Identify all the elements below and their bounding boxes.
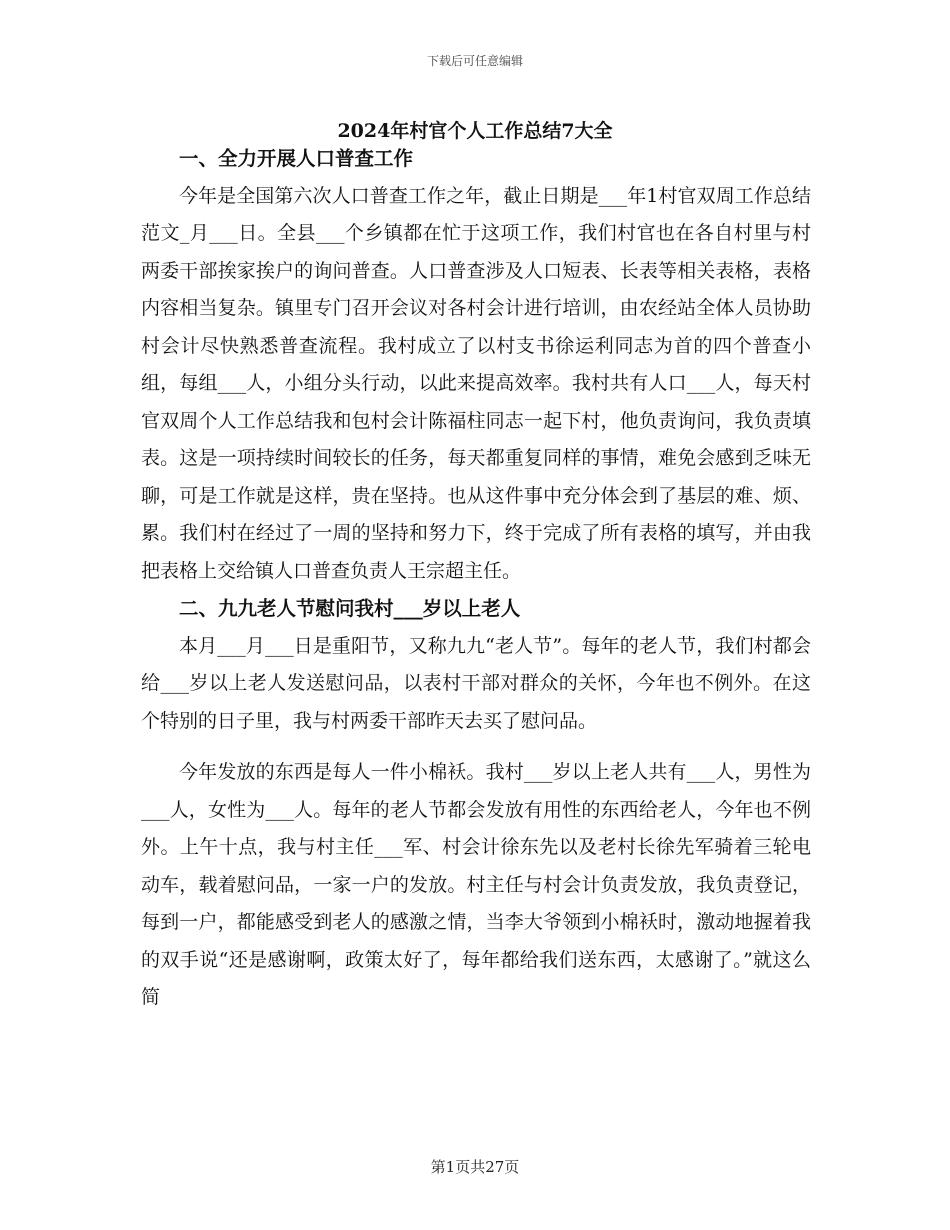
paragraph-spacer <box>141 740 811 754</box>
paragraph-census: 今年是全国第六次人口普查工作之年，截止日期是___年1村官双周工作总结范文_月___日。全县___个乡镇都在忙于这项工作，我们村官也在各自村里与村两委干部挨家挨户的询问普查。人口普查涉及人口短表、长表等相关表格，表格内容相当复杂。镇里专门召开会议对各村会计进行培训，由农经站全体人员协助村会计尽快熟悉普查流程。我村成立了以村支书徐运利同志为首的四个普查小组，每组___人，小组分头行动，以此来提高效率。我村共有人口___人，每天村官双周个人工作总结我和包村会计陈福柱同志一起下村，他负责询问，我负责填表。这是一项持续时间较长的任务，每天都重复同样的事情，难免会感到乏味无聊，可是工作就是这样，贵在坚持。也从这件事中充分体会到了基层的难、烦、累。我们村在经过了一周的坚持和努力下，终于完成了所有表格的填写，并由我把表格上交给镇人口普查负责人王宗超主任。 <box>141 184 811 582</box>
download-note: 下载后可任意编辑 <box>426 54 523 68</box>
paragraph-elderly-day-distribution: 今年发放的东西是每人一件小棉袄。我村___岁以上老人共有___人，男性为___人，女性为___人。每年的老人节都会发放有用性的东西给老人，今年也不例外。上午十点，我与村主任___军、村会计徐东先以及老村长徐先军骑着三轮电动车，载着慰问品，一家一户的发放。村主任与村会计负责发放，我负责登记，每到一户，都能感受到老人的感激之情，当李大爷领到小棉袄时，激动地握着我的双手说“还是感谢啊，政策太好了，每年都给我们送东西，太感谢了。”就这么简 <box>141 761 811 1008</box>
section-heading-census: 一、全力开展人口普查工作 <box>179 147 414 170</box>
page-indicator: 第1页共27页 <box>430 1158 520 1176</box>
document-title: 2024年村官个人工作总结7大全 <box>337 120 613 142</box>
document-body <box>141 140 811 1017</box>
section-heading-elderly-day: 二、九九老人节慰问我村___岁以上老人 <box>179 597 521 620</box>
paragraph-elderly-day-intro: 本月___月___日是重阳节，又称九九“老人节”。每年的老人节，我们村都会给___岁以上老人发送慰问品，以表村干部对群众的关怀，今年也不例外。在这个特别的日子里，我与村两委干部昨天去买了慰问品。 <box>141 634 811 732</box>
